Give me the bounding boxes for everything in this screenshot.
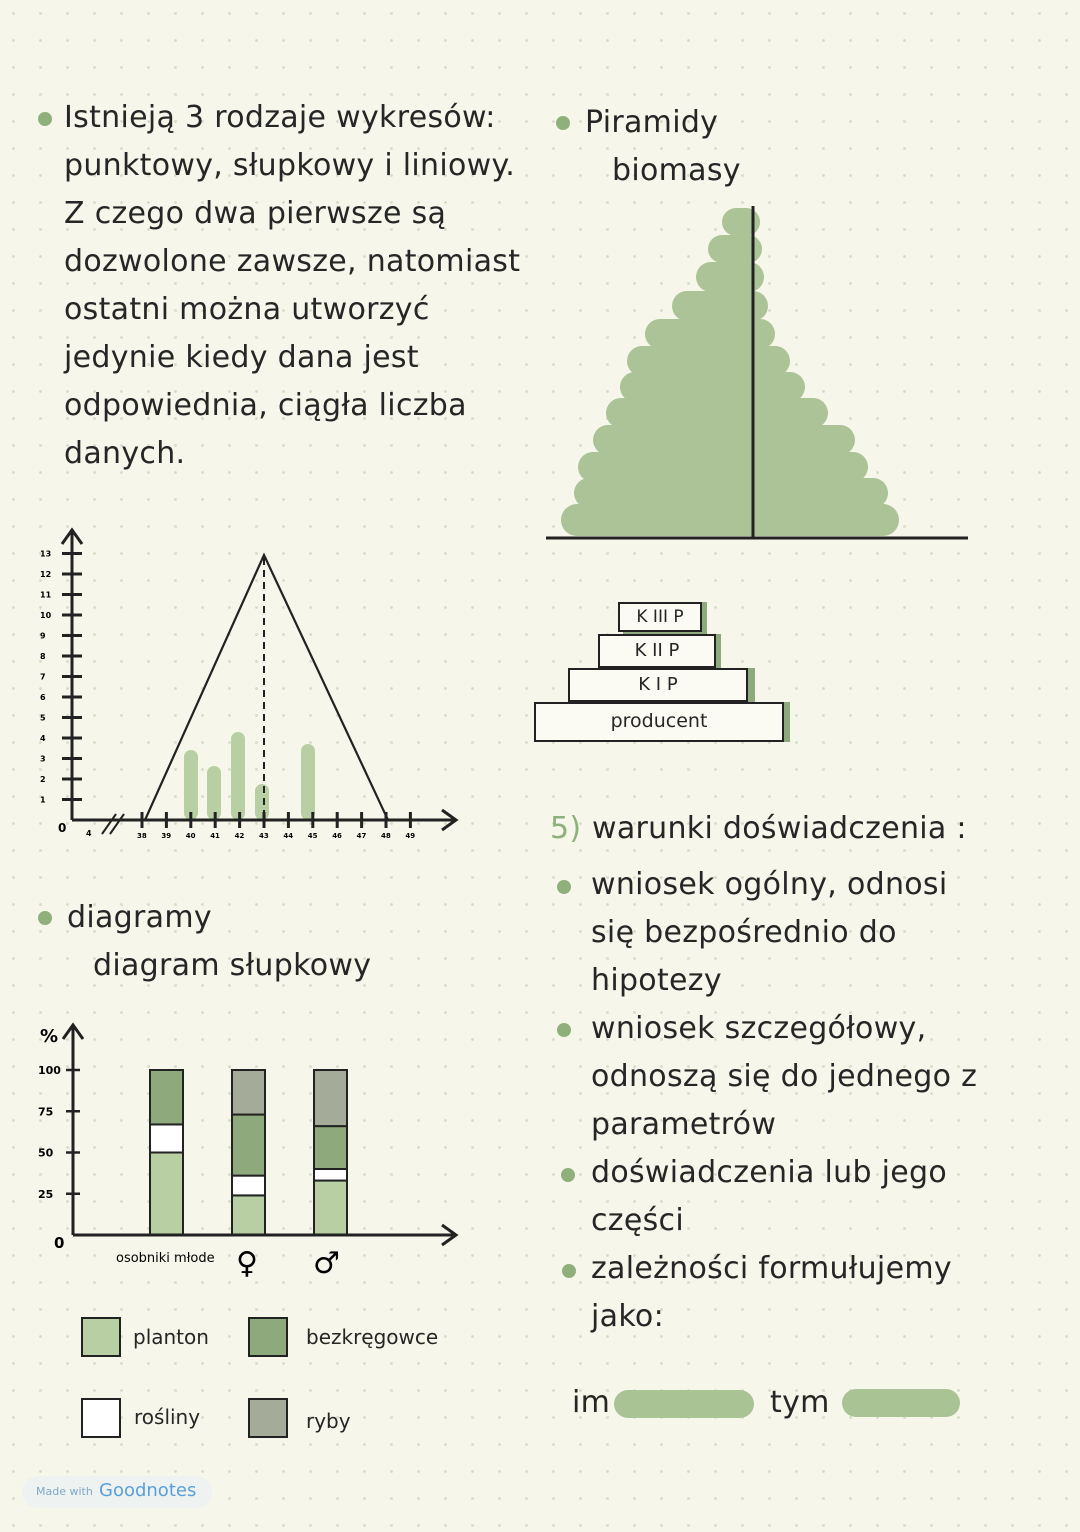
biomass-pyramid (540, 200, 980, 550)
y-tick-label: 13 (40, 549, 52, 559)
paragraph-line: punktowy, słupkowy i liniowy. (64, 148, 516, 183)
condition-line: wniosek szczegółowy, (591, 1011, 927, 1046)
y-tick-label: 5 (40, 713, 46, 723)
conditions-heading: warunki doświadczenia : (592, 811, 967, 846)
chart-bar (207, 766, 221, 820)
conditions-number: 5) (550, 811, 582, 846)
blank-pill (842, 1389, 960, 1417)
legend-swatch-bezkregowce (248, 1317, 288, 1357)
legend-swatch-ryby (248, 1398, 288, 1438)
bar-segment (150, 1070, 183, 1124)
first-x-label: 4 (86, 829, 92, 838)
bar-segment (150, 1153, 183, 1236)
level-k2p: K II P (598, 634, 716, 668)
y-tick-label: 100 (38, 1064, 61, 1077)
bar-segment (232, 1115, 265, 1176)
chart-bar (184, 750, 198, 820)
chart-bar (301, 744, 315, 820)
condition-line: jako: (591, 1299, 664, 1334)
female-symbol: ♀ (236, 1246, 258, 1281)
x-tick-label: 41 (210, 832, 220, 840)
bar-segment (314, 1070, 347, 1126)
x-tick-label: 38 (137, 832, 147, 840)
x-tick-label: 48 (381, 832, 391, 840)
y-tick-label: 1 (40, 795, 46, 805)
y-tick-label: 7 (40, 672, 46, 682)
paragraph-line: Istnieją 3 rodzaje wykresów: (64, 100, 496, 135)
im-label: im (572, 1385, 611, 1420)
category-label: osobniki młode (116, 1251, 215, 1266)
condition-line: odnoszą się do jednego z (591, 1059, 978, 1094)
condition-line: parametrów (591, 1107, 777, 1142)
chart-bar (231, 732, 245, 820)
bullet-dot (562, 1264, 576, 1278)
level-k1p: K I P (568, 668, 748, 702)
paragraph-line: ostatni można utworzyć (64, 292, 430, 327)
axis-break (110, 814, 124, 834)
bullet-dot (557, 1023, 571, 1037)
x-tick-label: 42 (234, 832, 245, 840)
triangle-curve (145, 555, 388, 820)
legend-swatch-rosliny (81, 1398, 121, 1438)
bullet-dot (556, 116, 570, 130)
y-tick-label: 25 (38, 1187, 54, 1201)
bar-segment (232, 1195, 265, 1235)
bar-segment (150, 1124, 183, 1152)
tym-label: tym (770, 1385, 830, 1420)
y-tick-label: 12 (40, 570, 52, 579)
paragraph-line: jedynie kiedy dana jest (64, 340, 419, 375)
y-tick-label: 75 (38, 1105, 54, 1119)
stacked-bar-chart (30, 1015, 470, 1285)
x-tick-label: 43 (259, 832, 269, 840)
y-tick-label: 4 (40, 734, 46, 743)
y-axis-label: % (40, 1026, 59, 1047)
y-tick-label: 6 (40, 693, 46, 702)
legend-label-planton: planton (133, 1325, 209, 1349)
y-tick-label: 9 (40, 631, 46, 641)
y-tick-label: 0 (54, 1234, 65, 1252)
x-tick-label: 40 (185, 832, 196, 840)
bullet-dot (38, 911, 52, 925)
y-tick-label: 10 (40, 611, 52, 620)
diagrams-title: diagramy (67, 900, 212, 935)
bar-segment (232, 1176, 265, 1196)
badge-made-with: Made with (36, 1485, 93, 1498)
bar-segment (314, 1126, 347, 1169)
condition-line: części (591, 1203, 684, 1238)
paragraph-line: odpowiednia, ciągła liczba (64, 388, 467, 423)
legend-label-rosliny: rośliny (134, 1405, 201, 1429)
diagrams-subtitle: diagram słupkowy (93, 948, 372, 983)
legend-label-ryby: ryby (306, 1409, 351, 1433)
x-tick-label: 44 (283, 832, 294, 840)
bullet-dot (561, 1168, 575, 1182)
legend-swatch-planton (81, 1317, 121, 1357)
condition-line: hipotezy (591, 963, 722, 998)
biomass-heading-2: biomasy (612, 153, 741, 188)
x-tick-label: 45 (307, 832, 318, 840)
blank-pill (614, 1390, 754, 1418)
y-tick-label: 50 (38, 1146, 54, 1160)
x-tick-label: 39 (161, 832, 172, 840)
axis-break (102, 814, 116, 834)
level-producent: producent (534, 702, 784, 742)
male-symbol: ♂ (313, 1246, 340, 1281)
bar-segment (232, 1070, 265, 1115)
goodnotes-badge[interactable] (22, 1476, 212, 1508)
level-k3p: K III P (618, 602, 702, 632)
chart-bar (255, 784, 269, 820)
y-tick-label: 3 (40, 754, 46, 764)
badge-brand: Goodnotes (99, 1480, 197, 1501)
condition-line: wniosek ogólny, odnosi (591, 867, 948, 902)
x-tick-label: 49 (405, 832, 416, 840)
paragraph-line: dozwolone zawsze, natomiast (64, 244, 521, 279)
y-tick-label: 11 (40, 590, 52, 600)
y-tick-label: 8 (40, 652, 46, 661)
x-tick-label: 47 (356, 832, 367, 840)
bar-segment (314, 1181, 347, 1235)
bullet-dot (557, 880, 571, 894)
condition-line: się bezpośrednio do (591, 915, 897, 950)
distribution-line-chart (30, 520, 470, 850)
paragraph-line: danych. (64, 436, 186, 471)
biomass-heading: Piramidy (585, 105, 719, 140)
bullet-dot (38, 112, 52, 126)
x-tick-label: 46 (332, 832, 342, 840)
trophic-pyramid (530, 598, 800, 748)
bar-segment (314, 1169, 347, 1181)
y-tick-label: 2 (40, 775, 46, 784)
origin-label: 0 (58, 821, 67, 835)
condition-line: zależności formułujemy (591, 1251, 952, 1286)
legend-label-bezkregowce: bezkręgowce (306, 1325, 439, 1349)
paragraph-line: Z czego dwa pierwsze są (64, 196, 447, 231)
condition-line: doświadczenia lub jego (591, 1155, 948, 1190)
